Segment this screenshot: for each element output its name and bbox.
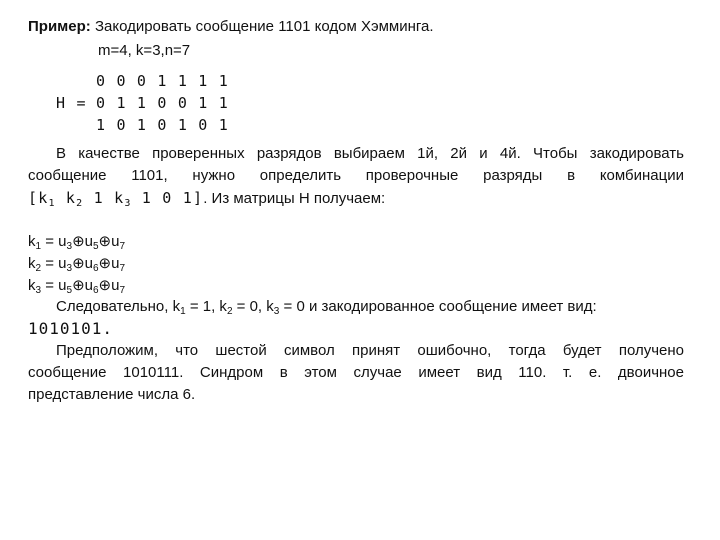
example-label: Пример:: [28, 18, 91, 35]
equation-k3: $k_3$ = $u_5\oplus u_6\oplus u_7$: [28, 277, 126, 296]
example-params: m=4, k=3,n=7: [98, 42, 191, 59]
combination-tail: . Из матрицы H получаем:: [203, 190, 386, 207]
matrix-name: H =: [56, 94, 87, 112]
matrix-row-1: 0 0 0 1 1 1 1: [96, 72, 229, 90]
paragraph-line: Предположим, что шестой символ принят ошибочно, тогда будет получено: [56, 342, 684, 359]
combination-text: [$k_1$ $k_2$ 1 $k_3$ 1 0 1]: [28, 189, 204, 209]
paragraph-line: В качестве проверенных разрядов выбираем 1й, 2й и 4й. Чтобы закодировать: [56, 145, 684, 162]
equation-k2: $k_2$ = $u_3\oplus u_6\oplus u_7$: [28, 255, 126, 274]
example-header: [28, 18, 434, 35]
example-title: Закодировать сообщение 1101 кодом Хэмминга.: [94, 18, 434, 35]
equation-k1: $k_1$ = $u_3\oplus u_5\oplus u_7$: [28, 233, 126, 252]
paragraph-check-bits: [28, 143, 684, 210]
result-line: Следовательно, $k_1 = 1$, $k_2 = 0$, $k_3 = 0$ и закодированное сообщение имеет вид:: [56, 298, 597, 317]
paragraph-line: сообщение 1010111. Синдром в этом случае имеет вид 110. т. е. двоичное: [28, 364, 684, 381]
paragraph-syndrome: [28, 340, 684, 406]
matrix-row-3: 1 0 1 0 1 0 1: [96, 116, 229, 134]
encoded-message: 1010101.: [28, 319, 114, 338]
paragraph-line: представление числа 6.: [28, 386, 196, 403]
paragraph-line-combination: [28, 187, 684, 210]
matrix-row-2: 0 1 1 0 0 1 1: [96, 94, 229, 112]
paragraph-line: сообщение 1101, нужно определить проверочные разряды в комбинации: [28, 167, 684, 184]
